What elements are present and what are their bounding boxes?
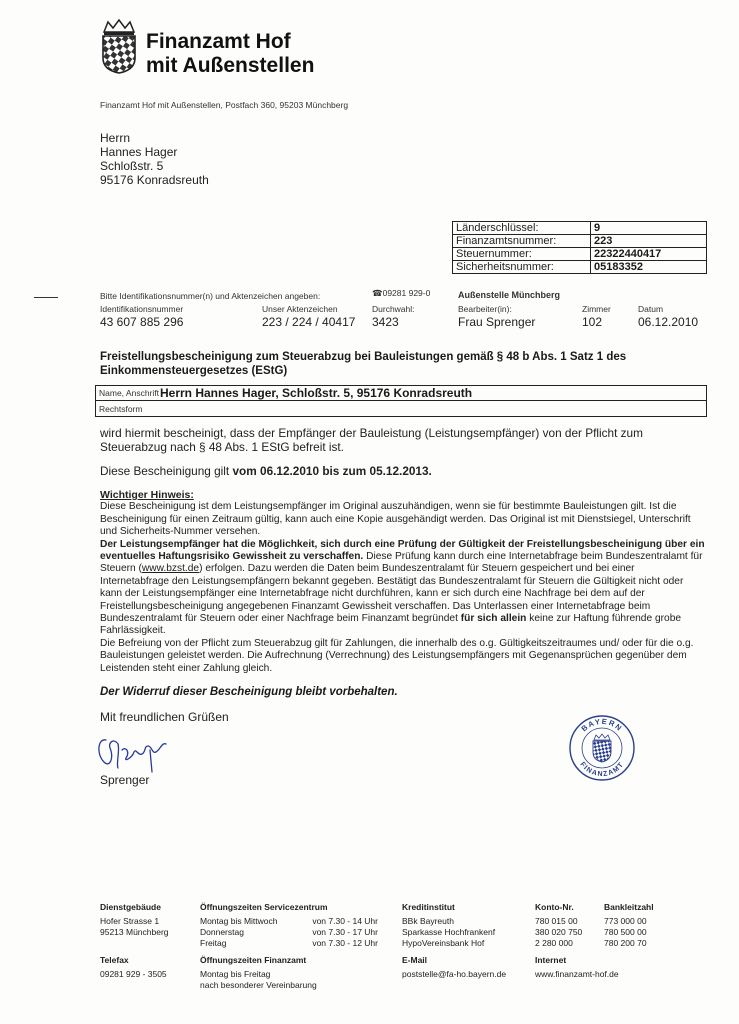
footer-text: Montag bis Freitag <box>200 969 271 979</box>
notice-title: Wichtiger Hinweis: <box>100 489 194 501</box>
footer-text: 780 200 70 <box>604 938 647 948</box>
svg-text:BAYERN <box>580 717 625 733</box>
table-value: 05183352 <box>591 261 707 274</box>
footer-heading: Bankleitzahl <box>604 902 654 912</box>
extension-label: Durchwahl: <box>372 304 415 314</box>
room-label: Zimmer <box>582 304 611 314</box>
footer-fax <box>100 955 167 980</box>
footer-heading: Öffnungszeiten Finanzamt <box>200 955 307 965</box>
closing-greeting: Mit freundlichen Grüßen <box>100 710 229 724</box>
footer-text: 95213 Münchberg <box>100 927 169 937</box>
table-row <box>453 222 707 235</box>
seal-top-text: BAYERN <box>579 716 625 734</box>
id-number-value: 43 607 885 296 <box>100 315 184 329</box>
recipient-box <box>95 385 707 417</box>
hours-row <box>200 938 378 949</box>
clerk-value: Frau Sprenger <box>458 315 536 329</box>
hours-time: von 7.30 - 17 Uhr <box>312 927 378 937</box>
validity-prefix: Diese Bescheinigung gilt <box>100 464 233 478</box>
footer-text: 773 000 00 <box>604 916 647 926</box>
seal-bottom-text: FINANZAMT <box>578 760 626 779</box>
footer-building <box>100 902 169 938</box>
file-number-label: Unser Aktenzeichen <box>262 304 338 314</box>
notice-paragraph: Die Befreiung von der Pflicht zum Steuerabzug gilt für Zahlungen, die innerhalb des o.g. Gültigkeitszeitraumes und/ oder für die o.g. Bauleistungen geleistet werden. Die Aufrechnung (Verrechnung) des Leistungsempfängers mit Gegenansprüchen gegenüber dem Leistenden steht einer Zahlung gleich. <box>100 637 694 674</box>
footer-banks <box>402 902 495 949</box>
fold-mark <box>34 297 58 298</box>
recipient-line: Herrn <box>100 131 131 145</box>
footer-text: 380 020 750 <box>535 927 583 937</box>
important-notice <box>100 489 705 675</box>
bavarian-coat-of-arms-logo-icon <box>100 18 138 74</box>
footer-heading: Konto-Nr. <box>535 902 574 912</box>
footer-text: 2 280 000 <box>535 938 573 948</box>
footer-text: BBk Bayreuth <box>402 916 454 926</box>
official-seal-stamp-icon <box>568 714 636 782</box>
room-value: 102 <box>582 315 603 329</box>
notice-paragraph <box>100 539 705 638</box>
footer-text: nach besonderer Vereinbarung <box>200 980 317 990</box>
footer-text: Hofer Strasse 1 <box>100 916 160 926</box>
branch-office: Außenstelle Münchberg <box>458 290 561 300</box>
notice-bold-text: Der Leistungsempfänger hat die Möglichkeit, sich durch eine Prüfung der Gültigkeit der Freistellungsbescheinigung über ein eventuelles Haftungsrisiko Gewissheit zu verschaffen. <box>100 538 705 563</box>
signer-name: Sprenger <box>100 773 150 787</box>
legal-form-row <box>96 401 706 416</box>
file-number-value: 223 / 224 / 40417 <box>262 315 356 329</box>
phone-number: ☎09281 929-0 <box>372 288 431 298</box>
table-label: Sicherheitsnummer: <box>453 261 591 274</box>
bzst-link[interactable]: www.bzst.de <box>141 563 200 575</box>
footer-text: HypoVereinsbank Hof <box>402 938 485 948</box>
footer-email <box>402 955 506 980</box>
table-label: Länderschlüssel: <box>453 222 591 235</box>
hours-day: Donnerstag <box>200 927 244 937</box>
org-name <box>146 30 314 78</box>
hours-time: von 7.30 - 12 Uhr <box>312 938 378 948</box>
table-row <box>453 235 707 248</box>
notice-text: Diese Prüfung kann durch eine Internetabfrage beim Bundeszentralamt für Steuern ( <box>100 551 703 575</box>
validity-dates: vom 06.12.2010 bis zum 05.12.2013. <box>232 464 432 478</box>
notice-text: ) erfolgen. Dazu werden die Daten beim Bundeszentralamt für Steuern gespeichert und bei einer Internetabfrage den Leistungsempfängern bekannt gegeben. Bestätigt das Bundeszentralamt für Steuern die Gültigkeit nicht oder kann der Leistungsempfänger eine Internetabfrage nicht durchführen, kann er sich durch eine Nachfrage bei dem auf der Freistellungsbescheinigung angegebenen Finanzamt Gewissheit verschaffen. Das Unterlassen einer Internetabfrage beim Bundeszentralamt für Steuern oder einer Nachfrage beim Finanzamt begründet <box>100 563 684 625</box>
legal-form-label: Rechtsform <box>99 403 143 414</box>
handwritten-signature-icon <box>92 728 182 778</box>
notice-bold-text: für sich allein <box>460 613 527 625</box>
recipient-line: Schloßstr. 5 <box>100 159 164 173</box>
footer-heading: Kreditinstitut <box>402 902 455 912</box>
revocation-notice: Der Widerruf dieser Bescheinigung bleibt vorbehalten. <box>100 686 398 698</box>
reference-prompt: Bitte Identifikationsnummer(n) und Aktenzeichen angeben: <box>100 291 321 301</box>
org-name-line1: Finanzamt Hof <box>146 30 291 53</box>
recipient-address <box>100 131 209 187</box>
date-label: Datum <box>638 304 664 314</box>
notice-text: keine zur Haftung führende grobe Fahrlässigkeit. <box>100 613 682 637</box>
footer-heading: E-Mail <box>402 955 428 965</box>
footer-heading: Internet <box>535 955 567 965</box>
footer-heading: Telefax <box>100 955 129 965</box>
table-label: Steuernummer: <box>453 248 591 261</box>
footer-internet <box>535 955 619 980</box>
table-value: 22322440417 <box>591 248 707 261</box>
clerk-label: Bearbeiter(in): <box>458 304 512 314</box>
footer-service-hours <box>200 902 378 949</box>
tax-id-table <box>452 221 707 274</box>
notice-paragraph: Diese Bescheinigung ist dem Leistungsempfänger im Original auszuhändigen, wenn sie für bestimmte Bauleistungen gilt. Ist die Bescheinigung für einen Zeitraum gültig, kann auch eine Kopie ausgehändigt werden. Das Original ist mit Dienstsiegel, Unterschrift und Sicherheits-Nummer versehen. <box>100 501 691 538</box>
name-row <box>96 386 706 401</box>
footer-text: 09281 929 - 3505 <box>100 969 167 979</box>
date-value: 06.12.2010 <box>638 315 699 329</box>
id-number-label: Identifikationsnummer <box>100 304 184 314</box>
recipient-line: Hannes Hager <box>100 145 178 159</box>
recipient-line: 95176 Konradsreuth <box>100 173 209 187</box>
hours-row <box>200 916 378 927</box>
footer-heading: Öffnungszeiten Servicezentrum <box>200 902 328 912</box>
footer-accounts <box>535 902 582 949</box>
return-address: Finanzamt Hof mit Außenstellen, Postfach 360, 95203 Münchberg <box>100 100 349 110</box>
table-label: Finanzamtsnummer: <box>453 235 591 248</box>
table-value: 223 <box>591 235 707 248</box>
footer-office-hours <box>200 955 317 991</box>
footer-blz <box>604 902 654 949</box>
footer-text: Sparkasse Hochfrankenf <box>402 927 496 937</box>
footer-text: 780 500 00 <box>604 927 647 937</box>
hours-time: von 7.30 - 14 Uhr <box>312 916 378 926</box>
footer-text: 780 015 00 <box>535 916 578 926</box>
table-value: 9 <box>591 222 707 235</box>
validity-period <box>100 464 705 478</box>
website-link[interactable]: www.finanzamt-hof.de <box>535 969 619 979</box>
org-name-line2: mit Außenstellen <box>146 54 315 77</box>
table-row <box>453 261 707 274</box>
exemption-statement: wird hiermit bescheinigt, dass der Empfänger der Bauleistung (Leistungsempfänger) von der Pflicht zum Steuerabzug nach § 48 Abs. 1 EStG befreit ist. <box>100 426 643 454</box>
hours-row <box>200 927 378 938</box>
name-label: Name, Anschrift <box>99 388 159 398</box>
name-value: Herrn Hannes Hager, Schloßstr. 5, 95176 Konradsreuth <box>160 386 473 400</box>
email-link[interactable]: poststelle@fa-ho.bayern.de <box>402 969 507 979</box>
extension-value: 3423 <box>372 315 399 329</box>
hours-day: Freitag <box>200 938 227 948</box>
document-heading: Freistellungsbescheinigung zum Steuerabzug bei Bauleistungen gemäß § 48 b Abs. 1 Satz 1 des Einkommensteuergesetzes (EStG) <box>100 351 627 377</box>
table-row <box>453 248 707 261</box>
footer-heading: Dienstgebäude <box>100 902 161 912</box>
hours-day: Montag bis Mittwoch <box>200 916 278 926</box>
